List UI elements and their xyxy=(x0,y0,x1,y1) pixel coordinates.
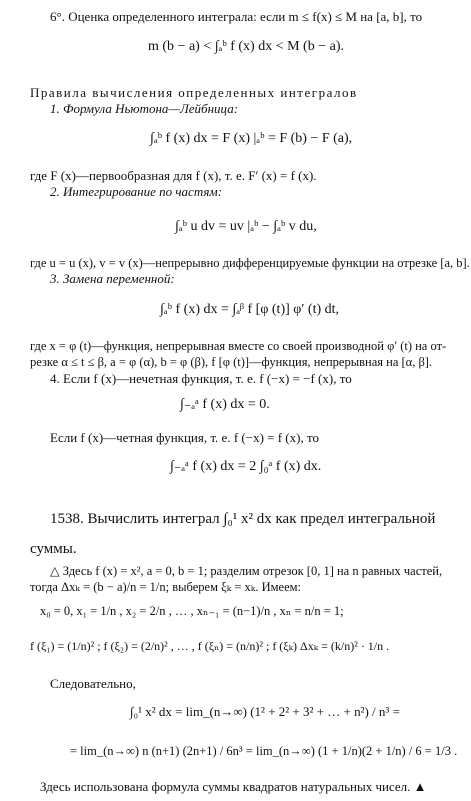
rule-3-title: 3. Замена переменной: xyxy=(50,271,175,286)
substitution-note-1: где x = φ (t)—функция, непрерывная вместе со своей производной φ′ (t) на от- xyxy=(30,339,447,353)
problem-1538-statement-end: суммы. xyxy=(30,541,77,557)
limit-formula-2: = lim_(n→∞) n (n+1) (2n+1) / 6n³ = lim_(n→∞) (1 + 1/n)(2 + 1/n) / 6 = 1/3 . xyxy=(70,744,458,758)
substitution-formula: ∫ₐᵇ f (x) dx = ∫ₐᵝ f [φ (t)] φ′ (t) dt, xyxy=(160,302,340,317)
parts-note: где u = u (x), v = v (x)—непрерывно дифференцируемые функции на отрезке [a, b]. xyxy=(30,256,470,270)
rule-2-title: 2. Интегрирование по частям: xyxy=(50,184,223,199)
even-function-text: Если f (x)—четная функция, т. е. f (−x) = f (x), то xyxy=(50,430,319,445)
integration-by-parts-formula: ∫ₐᵇ u dv = uv |ₐᵇ − ∫ₐᵇ v du, xyxy=(175,219,317,234)
estimate-formula: m (b − a) < ∫ₐᵇ f (x) dx < M (b − a). xyxy=(148,39,344,54)
function-values: f (ξ₁) = (1/n)² ; f (ξ₂) = (2/n)² , … , f (ξₙ) = (n/n)² ; f (ξₖ) Δxₖ = (k/n)² · 1/n . xyxy=(30,639,390,653)
newton-leibniz-formula: ∫ₐᵇ f (x) dx = F (x) |ₐᵇ = F (b) − F (a), xyxy=(150,131,353,146)
problem-1538-statement: 1538. Вычислить интеграл ∫₀¹ x² dx как предел интегральной xyxy=(50,511,436,527)
partition-points: x₀ = 0, x₁ = 1/n , x₂ = 2/n , … , xₙ₋₁ = (n−1)/n , xₙ = n/n = 1; xyxy=(40,604,344,618)
limit-formula-1: ∫₀¹ x² dx = lim_(n→∞) (1² + 2² + 3² + … + n²) / n³ = xyxy=(130,704,400,719)
closing-remark: Здесь использована формула суммы квадратов натуральных чисел. ▲ xyxy=(40,779,427,794)
therefore-label: Следовательно, xyxy=(50,676,136,691)
substitution-note-2: резке α ≤ t ≤ β, a = φ (α), b = φ (β), f [φ (t)]—функция, непрерывная на [α, β]. xyxy=(30,355,433,369)
rule-1-title: 1. Формула Ньютона—Лейбница: xyxy=(50,101,239,116)
antiderivative-note: где F (x)—первообразная для f (x), т. е. F′ (x) = f (x). xyxy=(30,168,317,183)
rule-4-text: 4. Если f (x)—нечетная функция, т. е. f (−x) = −f (x), то xyxy=(50,371,352,386)
even-function-formula: ∫₋ₐᵃ f (x) dx = 2 ∫₀ᵃ f (x) dx. xyxy=(170,459,322,474)
rules-heading: Правила вычисления определенных интегралов xyxy=(30,85,358,100)
solution-line-1: △ Здесь f (x) = x², a = 0, b = 1; разделим отрезок [0, 1] на n равных частей, xyxy=(50,564,443,578)
property-6-line: 6°. Оценка определенного интеграла: если m ≤ f(x) ≤ M на [a, b], то xyxy=(50,9,423,24)
odd-function-formula: ∫₋ₐᵃ f (x) dx = 0. xyxy=(180,397,270,412)
solution-line-2: тогда Δxₖ = (b − a)/n = 1/n; выберем ξₖ = xₖ. Имеем: xyxy=(30,580,302,594)
